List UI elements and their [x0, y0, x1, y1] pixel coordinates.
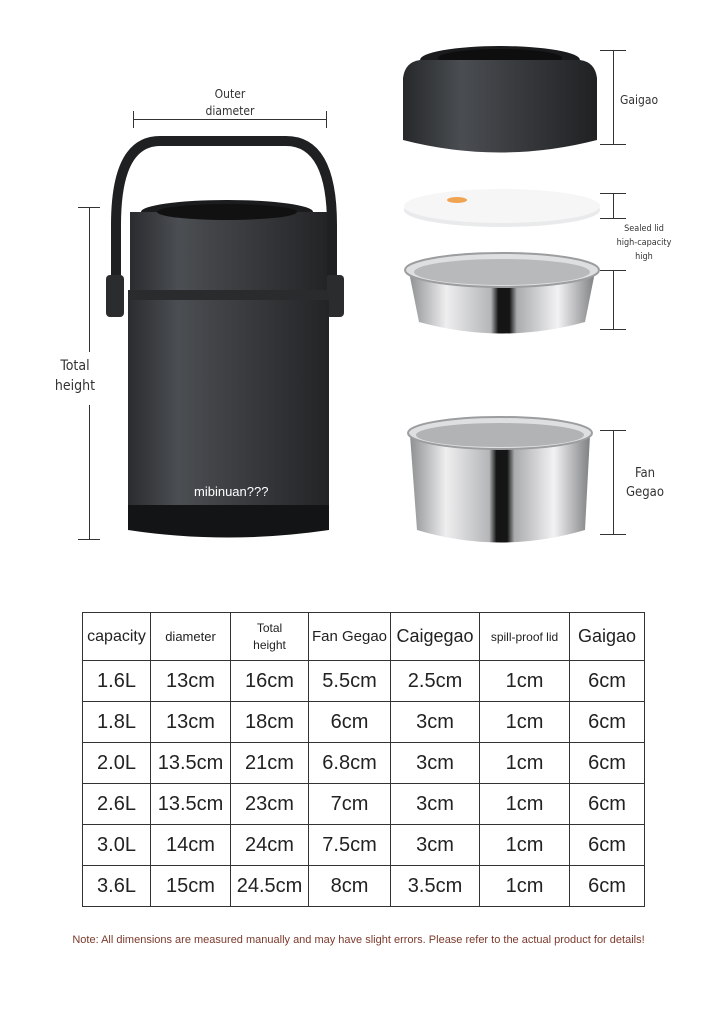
header-spill-proof-lid: spill-proof lid	[480, 613, 570, 661]
table-cell: 3cm	[391, 784, 480, 825]
sealed-lid-label-line2: high-capacity	[616, 238, 672, 248]
sealed-lid-label	[611, 222, 677, 264]
lower-steel-bowl-part	[408, 417, 592, 543]
caigegao-tick-bottom	[600, 329, 626, 330]
table-cell: 6cm	[570, 702, 645, 743]
table-row	[83, 866, 645, 907]
table-cell: 7.5cm	[309, 825, 391, 866]
table-cell: 3cm	[391, 702, 480, 743]
sealed-lid-label-line3: high	[635, 252, 653, 262]
table-cell: 15cm	[151, 866, 231, 907]
outer-diameter-label-line2: diameter	[205, 104, 255, 118]
header-capacity: capacity	[83, 613, 151, 661]
sealed-lid-label-line1: Sealed lid	[624, 224, 664, 234]
header-total-height-line1: Total	[256, 620, 283, 635]
table-cell: 6cm	[570, 743, 645, 784]
table-cell: 6cm	[309, 702, 391, 743]
table-row	[83, 825, 645, 866]
gaigao-line	[613, 50, 614, 144]
table-cell: 2.5cm	[391, 661, 480, 702]
table-cell: 3.5cm	[391, 866, 480, 907]
table-row	[83, 702, 645, 743]
total-height-label-line2: height	[54, 378, 96, 394]
table-cell: 6cm	[570, 866, 645, 907]
gaigao-tick-bottom	[600, 144, 626, 145]
table-cell: 1cm	[480, 784, 570, 825]
table-cell: 24cm	[231, 825, 309, 866]
fan-gegao-line	[613, 430, 614, 534]
table-cell: 6cm	[570, 825, 645, 866]
upper-steel-bowl-part	[405, 253, 599, 334]
total-height-line-lower	[89, 405, 90, 539]
table-cell: 18cm	[231, 702, 309, 743]
table-cell: 3cm	[391, 743, 480, 784]
table-cell: 13.5cm	[151, 743, 231, 784]
handle-hinge-left	[106, 275, 124, 317]
header-total-height-line2: height	[253, 637, 286, 652]
caigegao-line	[613, 270, 614, 329]
table-row	[83, 784, 645, 825]
total-height-tick-bottom	[78, 539, 100, 540]
table-row	[83, 743, 645, 784]
table-cell: 6cm	[570, 661, 645, 702]
table-cell: 6.8cm	[309, 743, 391, 784]
table-cell: 21cm	[231, 743, 309, 784]
total-height-label-line1: Total	[60, 358, 90, 374]
table-cell: 8cm	[309, 866, 391, 907]
table-cell: 1.8L	[83, 702, 151, 743]
outer-diameter-tick-right	[326, 111, 327, 128]
header-total-height	[231, 613, 309, 661]
total-height-label	[50, 356, 100, 396]
table-cell: 13cm	[151, 661, 231, 702]
fan-gegao-label	[620, 464, 670, 502]
top-lid-part	[403, 46, 597, 153]
table-cell: 14cm	[151, 825, 231, 866]
table-cell: 5.5cm	[309, 661, 391, 702]
sealed-lid-part	[404, 189, 600, 227]
table-cell: 3cm	[391, 825, 480, 866]
brand-logo-text: mibinuan???	[194, 484, 269, 499]
table-cell: 24.5cm	[231, 866, 309, 907]
sealed-lid-tick-bottom	[600, 218, 626, 219]
table-cell: 6cm	[570, 784, 645, 825]
spec-table	[82, 612, 645, 907]
table-cell: 23cm	[231, 784, 309, 825]
table-cell: 1cm	[480, 702, 570, 743]
total-height-line-upper	[89, 207, 90, 352]
sealed-lid-line	[613, 193, 614, 218]
table-cell: 2.0L	[83, 743, 151, 784]
outer-diameter-line	[133, 119, 327, 120]
header-fan-gegao: Fan Gegao	[309, 613, 391, 661]
table-cell: 13.5cm	[151, 784, 231, 825]
outer-diameter-label-line1: Outer	[214, 87, 246, 101]
outer-diameter-label	[180, 86, 280, 120]
table-cell: 3.0L	[83, 825, 151, 866]
table-cell: 7cm	[309, 784, 391, 825]
header-diameter: diameter	[151, 613, 231, 661]
disclaimer-note: Note: All dimensions are measured manually and may have slight errors. Please refer to the actual product for details!	[72, 934, 645, 946]
header-caigegao: Caigegao	[391, 613, 480, 661]
table-cell: 2.6L	[83, 784, 151, 825]
table-cell: 1cm	[480, 866, 570, 907]
table-header-row	[83, 613, 645, 661]
fan-gegao-tick-bottom	[600, 534, 626, 535]
outer-diameter-tick-left	[133, 111, 134, 128]
table-cell: 3.6L	[83, 866, 151, 907]
fan-gegao-label-line1: Fan	[634, 466, 656, 481]
table-cell: 1cm	[480, 825, 570, 866]
fan-gegao-label-line2: Gegao	[625, 485, 664, 500]
table-cell: 13cm	[151, 702, 231, 743]
exploded-parts-illustration	[395, 40, 610, 555]
header-gaigao: Gaigao	[570, 613, 645, 661]
table-cell: 1cm	[480, 661, 570, 702]
table-row	[83, 661, 645, 702]
table-cell: 1.6L	[83, 661, 151, 702]
gaigao-label: Gaigao	[620, 93, 659, 107]
table-cell: 1cm	[480, 743, 570, 784]
table-cell: 16cm	[231, 661, 309, 702]
